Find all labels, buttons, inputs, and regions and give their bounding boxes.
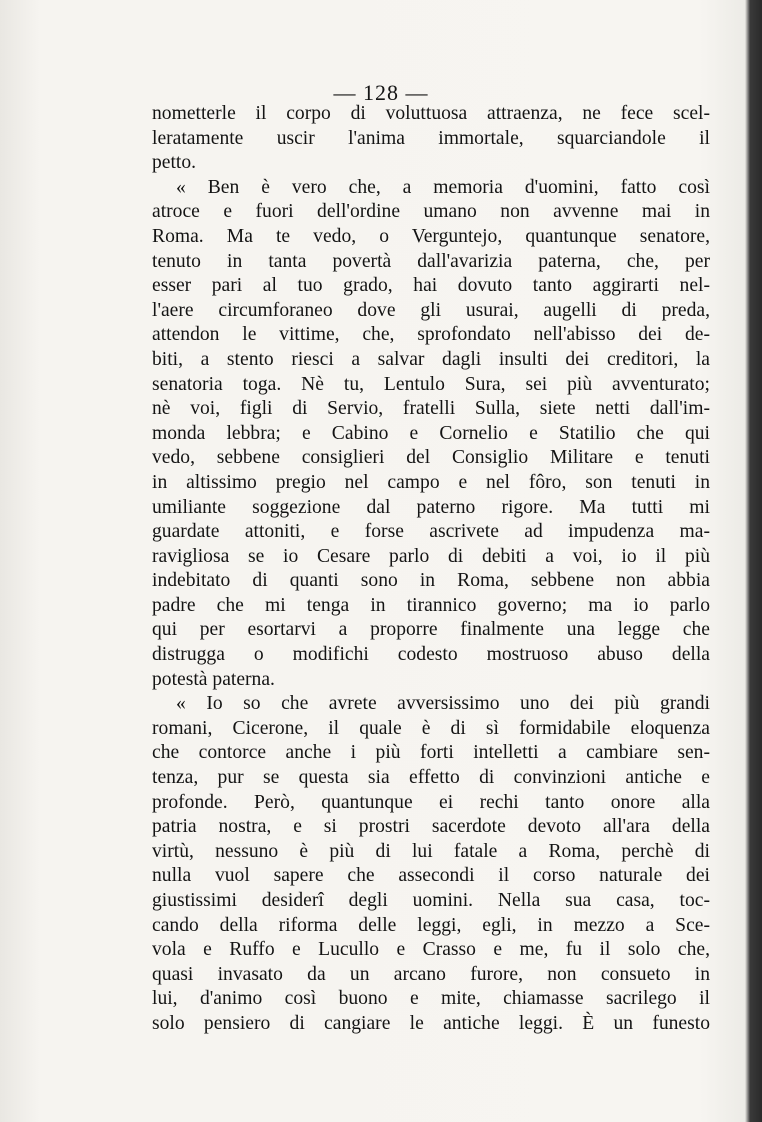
text-line: l'aere circumforaneo dove gli usurai, augelli di preda,	[152, 299, 710, 321]
text-line: che contorce anche i più forti intelletti a cambiare sen-	[152, 742, 710, 764]
text-line: nometterle il corpo di voluttuosa attraenza, ne fece scel-	[152, 103, 710, 124]
text-line: indebitato di quanti sono in Roma, sebbene non abbia	[152, 570, 710, 592]
text-line: Roma. Ma te vedo, o Verguntejo, quantunque senatore,	[152, 225, 710, 247]
text-line: nè voi, figli di Servio, fratelli Sulla, siete netti dall'im-	[152, 398, 710, 420]
text-line: giustissimi desiderî degli uomini. Nella sua casa, toc-	[152, 890, 710, 911]
text-line: guardate attoniti, e forse ascrivete ad impudenza ma-	[152, 521, 710, 543]
text-line: petto.	[152, 152, 197, 174]
text-line: vedo, sebbene consiglieri del Consiglio Militare e tenuti	[152, 447, 710, 469]
text-line: umiliante soggezione dal paterno rigore. Ma tutti mi	[152, 496, 710, 518]
text-line: monda lebbra; e Cabino e Cornelio e Statilio che qui	[152, 422, 710, 444]
text-line: qui per esortarvi a proporre finalmente una legge che	[152, 619, 710, 641]
text-line: tenuto in tanta povertà dall'avarizia paterna, che, per	[152, 250, 710, 272]
text-line: leratamente uscir l'anima immortale, squarciandole il	[152, 127, 710, 149]
text-line: attendon le vittime, che, sprofondato nell'abisso dei de-	[152, 324, 710, 346]
text-line: « Ben è vero che, a memoria d'uomini, fatto così	[176, 176, 710, 198]
text-line: romani, Cicerone, il quale è di sì formidabile eloquenza	[152, 717, 710, 739]
body-text	[152, 102, 710, 1037]
text-line: lui, d'animo così buono e mite, chiamasse sacrilego il	[152, 988, 710, 1010]
text-line: nulla vuol sapere che assecondi il corso naturale dei	[152, 865, 710, 887]
text-line: quasi invasato da un arcano furore, non consueto in	[152, 963, 710, 985]
text-line: biti, a stento riesci a salvar dagli insulti dei creditori, la	[152, 348, 710, 370]
text-line: profonde. Però, quantunque ei rechi tanto onore alla	[152, 791, 710, 813]
text-line: senatoria toga. Nè tu, Lentulo Sura, sei più avventurato;	[152, 373, 710, 395]
text-line: « Io so che avrete avversissimo uno dei più grandi	[176, 693, 710, 715]
text-line: atroce e fuori dell'ordine umano non avvenne mai in	[152, 201, 710, 223]
text-line: ravigliosa se io Cesare parlo di debiti a voi, io il più	[152, 545, 710, 567]
text-line: potestà paterna.	[152, 668, 275, 690]
text-line: vola e Ruffo e Lucullo e Crasso e me, fu il solo che,	[152, 939, 710, 961]
text-line: virtù, nessuno è più di lui fatale a Roma, perchè di	[152, 840, 710, 862]
text-line: cando della riforma delle leggi, egli, in mezzo a Sce-	[152, 914, 710, 936]
page-number: — 128 —	[333, 80, 429, 105]
text-line: distrugga o modifichi codesto mostruoso abuso della	[152, 644, 710, 666]
text-line: in altissimo pregio nel campo e nel fôro, son tenuti in	[152, 471, 710, 493]
text-line: esser pari al tuo grado, hai dovuto tanto aggirarti nel-	[152, 275, 710, 297]
text-line: tenza, pur se questa sia effetto di convinzioni antiche e	[152, 767, 710, 789]
text-line: padre che mi tenga in tirannico governo; ma io parlo	[152, 594, 710, 616]
text-line: patria nostra, e si prostri sacerdote devoto all'ara della	[152, 816, 710, 838]
text-line: solo pensiero di cangiare le antiche leggi. È un funesto	[152, 1012, 710, 1034]
